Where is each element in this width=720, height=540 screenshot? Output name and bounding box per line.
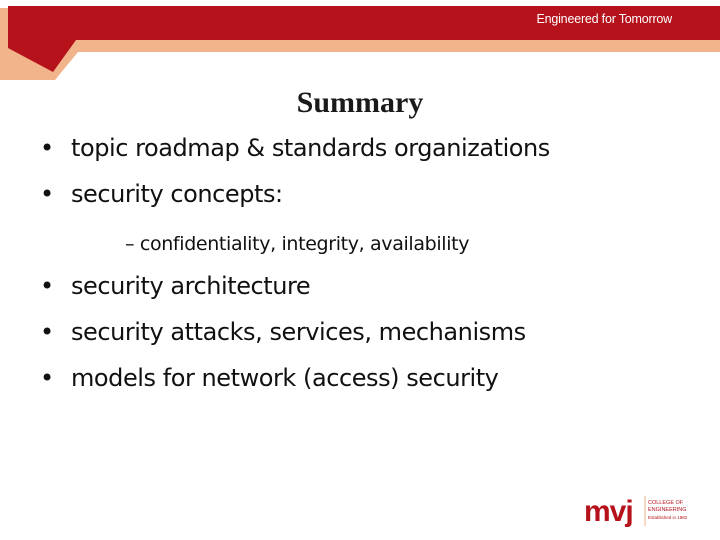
bullet-dot: •	[40, 364, 54, 392]
bullet-item	[40, 317, 700, 347]
slide-title-text: Summary	[296, 86, 424, 119]
college-logo	[584, 490, 688, 530]
header-tagline: Engineered for Tomorrow	[536, 12, 672, 26]
bullet-dot: •	[40, 134, 54, 162]
logo-mark: mvj	[584, 495, 633, 528]
logo-line2: ENGINEERING	[648, 507, 687, 513]
bullet-dot: •	[40, 180, 54, 208]
sub-bullet-dash: –	[125, 233, 135, 255]
bullet-text: security attacks, services, mechanisms	[71, 318, 526, 346]
bullet-item	[40, 179, 700, 209]
logo-line1: COLLEGE OF	[648, 500, 684, 506]
bullet-text: security architecture	[71, 272, 311, 300]
bullet-item	[40, 363, 700, 393]
sub-bullet-text: confidentiality, integrity, availability	[139, 233, 470, 255]
bullet-text: models for network (access) security	[71, 364, 499, 392]
bullet-item	[40, 133, 700, 163]
bullet-list	[40, 130, 700, 393]
bullet-text: security concepts:	[71, 180, 283, 208]
bullet-dot: •	[40, 272, 54, 300]
slide-title	[0, 86, 720, 120]
sub-bullet-item	[40, 231, 700, 257]
bullet-text: topic roadmap & standards organizations	[71, 134, 550, 162]
logo-line3: Established in 1982	[648, 515, 688, 520]
bullet-dot: •	[40, 318, 54, 346]
bullet-item	[40, 271, 700, 301]
